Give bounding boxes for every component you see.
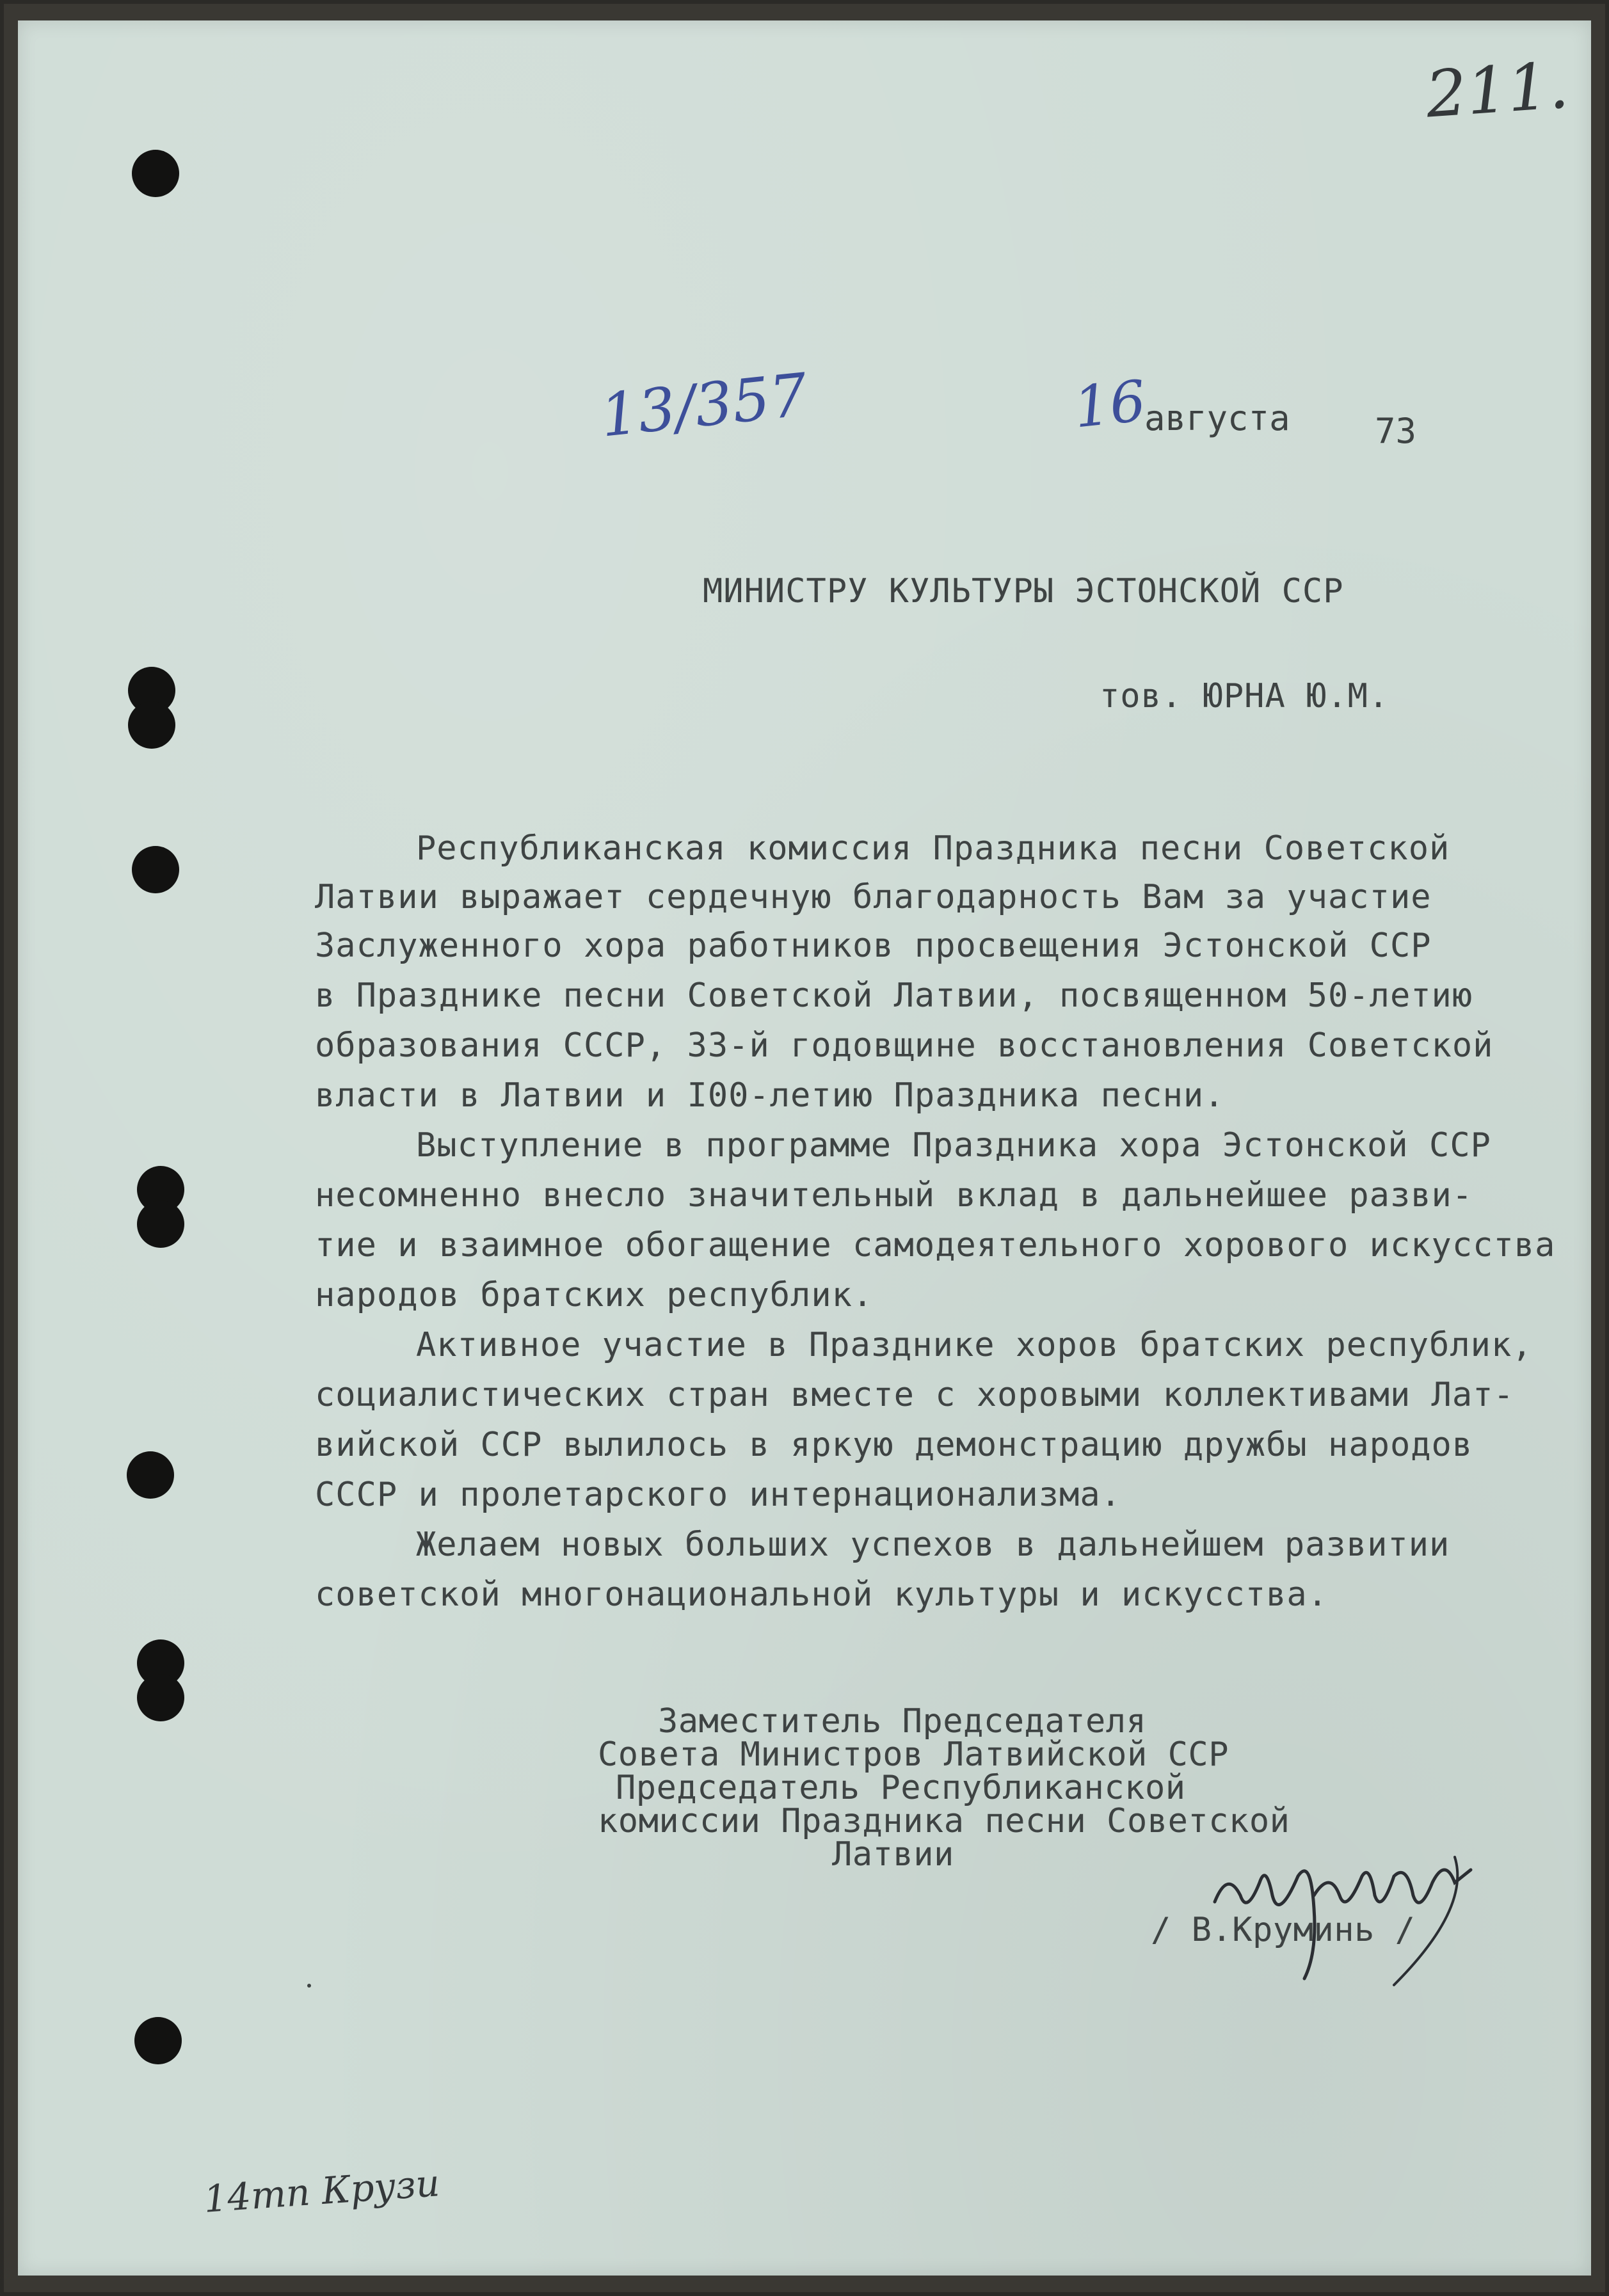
footer-note: 14тп Крузи <box>202 2161 442 2221</box>
signatory-title-line: Заместитель Председателя <box>658 1702 1147 1741</box>
date-month: августа <box>1144 398 1290 438</box>
body-line: советской многонациональной культуры и искусства. <box>315 1575 1329 1614</box>
registration-number: 13/357 <box>597 360 811 450</box>
signatory-title-line: Латвии <box>832 1835 954 1874</box>
body-line: Желаем новых больших успехов в дальнейшем развитии <box>416 1526 1450 1564</box>
punch-hole <box>128 701 175 749</box>
body-line: Выступление в программе Праздника хора Эстонской ССР <box>416 1126 1491 1165</box>
body-line: социалистических стран вместе с хоровыми коллективами Лат- <box>315 1376 1514 1414</box>
date-day: 16 <box>1070 367 1149 441</box>
body-line: Республиканская комиссия Праздника песни Советской <box>416 829 1450 868</box>
signer-name: / В.Круминь / <box>1151 1911 1416 1949</box>
punch-hole <box>134 2017 182 2064</box>
signatory-title-line: комиссии Праздника песни Советской <box>598 1802 1290 1840</box>
body-line: Активное участие в Празднике хоров братских республик, <box>416 1326 1533 1364</box>
date-year: 73 <box>1375 411 1417 451</box>
addressee-name: тов. ЮРНА Ю.М. <box>1100 677 1389 715</box>
punch-hole <box>132 846 179 893</box>
punch-hole <box>137 1674 184 1721</box>
body-line: СССР и пролетарского интернационализма. <box>315 1476 1121 1514</box>
body-line: образования СССР, 33-й годовщине восстановления Советской <box>315 1026 1494 1065</box>
body-line: несомненно внесло значительный вклад в дальнейшее разви- <box>315 1176 1473 1215</box>
punch-hole <box>127 1451 174 1499</box>
document-page <box>18 20 1591 2276</box>
punch-hole <box>132 150 179 197</box>
body-line: народов братских республик. <box>315 1276 874 1314</box>
body-line: в Празднике песни Советской Латвии, посвященном 50-летию <box>315 977 1473 1015</box>
signatory-title-line: Председатель Республиканской <box>616 1769 1186 1807</box>
punch-hole <box>137 1200 184 1248</box>
body-line: власти в Латвии и I00-летию Праздника песни. <box>315 1076 1225 1115</box>
body-line: тие и взаимное обогащение самодеятельного хорового искусства <box>315 1226 1556 1264</box>
signatory-title-line: Совета Министров Латвийской ССР <box>598 1735 1229 1774</box>
body-line: Заслуженного хора работников просвещения Эстонской ССР <box>315 927 1432 965</box>
body-line: вийской ССР вылилось в яркую демонстрацию дружбы народов <box>315 1426 1473 1464</box>
body-line: Латвии выражает сердечную благодарность Вам за участие <box>315 878 1432 916</box>
archive-number: 211. <box>1423 47 1571 132</box>
addressee-title: МИНИСТРУ КУЛЬТУРЫ ЭСТОНСКОЙ ССР <box>703 572 1344 610</box>
stray-mark <box>307 1984 311 1988</box>
